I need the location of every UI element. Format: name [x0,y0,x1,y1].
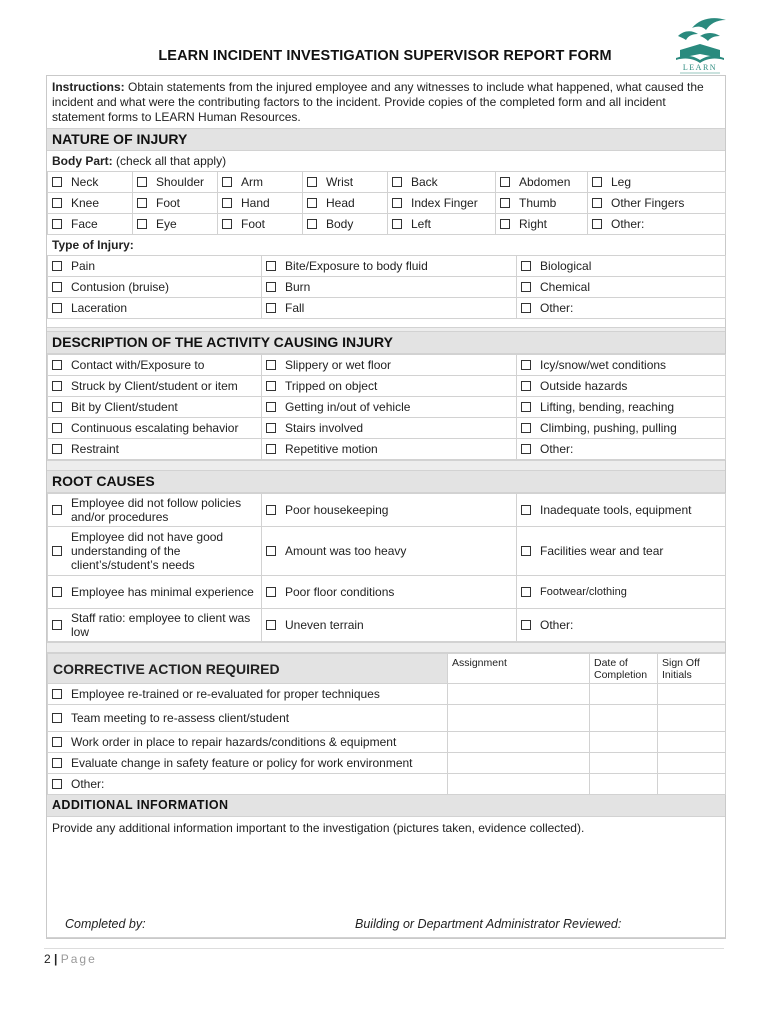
option-label: Abdomen [519,175,571,189]
incident-form [46,75,726,939]
col-date-of-completion: Date of Completion [590,654,658,684]
learn-logo [670,14,730,76]
option-stairs-involved[interactable] [266,421,512,435]
option-other[interactable] [521,301,721,315]
option-label: Arm [241,175,263,189]
option-slippery-or-wet-floor[interactable] [266,358,512,372]
option-label: Repetitive motion [285,442,378,456]
option-repetitive-motion[interactable] [266,442,512,456]
checkbox[interactable] [521,381,531,391]
checkbox[interactable] [266,282,276,292]
option-leg[interactable] [592,175,721,189]
checkbox[interactable] [52,198,62,208]
option-label: Foot [241,217,266,231]
option-label: Neck [71,175,99,189]
checkbox[interactable] [52,423,62,433]
body-part-row [48,193,726,214]
checkbox[interactable] [52,689,62,699]
option-label: Biological [540,259,592,273]
checkbox[interactable] [52,546,62,556]
checkbox[interactable] [137,219,147,229]
checkbox[interactable] [52,713,62,723]
checkbox[interactable] [52,620,62,630]
option-abdomen[interactable] [500,175,583,189]
option-label: Work order in place to repair hazards/conditions & equipment [71,735,397,749]
checkbox[interactable] [52,381,62,391]
option-restraint[interactable] [52,442,257,456]
option-label: Facilities wear and tear [540,544,664,558]
option-label: Employee did not have good understanding of the client’s/student’s needs [71,530,224,572]
option-label: Restraint [71,442,120,456]
root-cause-row [48,494,726,527]
corrective-action-row [48,753,726,774]
option-other[interactable] [592,217,721,231]
checkbox[interactable] [392,219,402,229]
option-body[interactable] [307,217,383,231]
option-icy-snow-wet-conditions[interactable] [521,358,721,372]
root-causes-table [47,493,726,642]
option-label: Left [411,217,432,231]
activity-table [47,354,726,460]
activity-row [48,397,726,418]
option-bit-by-client-student[interactable] [52,400,257,414]
option-climbing-pushing-pulling[interactable] [521,421,721,435]
checkbox[interactable] [52,261,62,271]
signoff-cell[interactable] [658,684,726,705]
page-label: Page [60,952,97,966]
checkbox[interactable] [52,282,62,292]
root-cause-row [48,527,726,576]
additional-info-text[interactable]: Provide any additional information important to the investigation (pictures taken, evidence collected). [52,821,585,835]
option-label: Team meeting to re-assess client/student [71,711,290,725]
checkbox[interactable] [521,303,531,313]
checkbox[interactable] [52,444,62,454]
option-label: Other: [540,618,574,632]
signature-row [47,911,725,938]
option-biological[interactable] [521,259,721,273]
option-knee[interactable] [52,196,128,210]
option-thumb[interactable] [500,196,583,210]
section-root-causes: ROOT CAUSES [47,471,725,493]
checkbox[interactable] [521,360,531,370]
option-label: Shoulder [156,175,205,189]
option-label: Laceration [71,301,128,315]
injury-type-row [48,256,726,277]
option-label: Back [411,175,438,189]
signoff-cell[interactable] [658,732,726,753]
checkbox[interactable] [266,620,276,630]
page-number: 2 [44,952,51,966]
section-additional-information: ADDITIONAL INFORMATION [47,795,725,817]
assignment-cell[interactable] [448,705,590,732]
checkbox[interactable] [266,587,276,597]
checkbox[interactable] [592,177,602,187]
checkbox[interactable] [392,177,402,187]
reviewed-by-field[interactable]: Building or Department Administrator Reviewed: [355,917,622,931]
option-bite-exposure-to-body-fluid[interactable] [266,259,512,273]
option-other-fingers[interactable] [592,196,721,210]
checkbox[interactable] [137,198,147,208]
checkbox[interactable] [521,587,531,597]
signoff-cell[interactable] [658,705,726,732]
option-label: Other: [540,301,574,315]
option-label: Other: [540,442,574,456]
date-cell[interactable] [590,753,658,774]
option-footwear-clothing[interactable] [521,585,721,599]
option-label: Footwear/clothing [540,586,627,598]
section-activity: DESCRIPTION OF THE ACTIVITY CAUSING INJURY [47,332,725,354]
checkbox[interactable] [266,360,276,370]
option-label: Climbing, pushing, pulling [540,421,677,435]
body-part-row [48,172,726,193]
checkbox[interactable] [266,381,276,391]
option-laceration[interactable] [52,301,257,315]
instructions-text: Obtain statements from the injured employee and any witnesses to include what happened, what caused the incident and what were the contributing factors to the incident. Provide copies of the completed form and all incident statement forms to LEARN Human Resources. [52,80,704,124]
option-face[interactable] [52,217,128,231]
assignment-cell[interactable] [448,753,590,774]
checkbox[interactable] [392,198,402,208]
checkbox[interactable] [222,198,232,208]
option-employee-has-minimal-experience[interactable] [52,585,257,599]
option-arm[interactable] [222,175,298,189]
checkbox[interactable] [52,758,62,768]
checkbox[interactable] [307,219,317,229]
option-employee-did-not-have-good-understanding-of-the-client-s-student-s-needs[interactable] [52,530,257,572]
option-contact-with-exposure-to[interactable] [52,358,257,372]
option-other[interactable] [52,777,443,791]
option-label: Stairs involved [285,421,364,435]
option-team-meeting-to-re-assess-client-student[interactable] [52,711,443,725]
option-label: Tripped on object [285,379,378,393]
option-label: Right [519,217,548,231]
checkbox[interactable] [266,402,276,412]
injury-type-row [48,298,726,319]
option-label: Poor housekeeping [285,503,389,517]
option-neck[interactable] [52,175,128,189]
date-cell[interactable] [590,774,658,795]
checkbox[interactable] [52,587,62,597]
checkbox[interactable] [521,620,531,630]
corrective-action-table [47,653,726,795]
option-continuous-escalating-behavior[interactable] [52,421,257,435]
activity-row [48,418,726,439]
option-amount-was-too-heavy[interactable] [266,544,512,558]
signoff-cell[interactable] [658,753,726,774]
date-cell[interactable] [590,705,658,732]
checkbox[interactable] [52,737,62,747]
option-label: Slippery or wet floor [285,358,392,372]
type-of-injury-table [47,255,726,319]
logo-text: LEARN [682,63,718,72]
option-label: Burn [285,280,311,294]
option-label: Getting in/out of vehicle [285,400,411,414]
date-cell[interactable] [590,684,658,705]
checkbox[interactable] [52,360,62,370]
option-label: Chemical [540,280,591,294]
option-label: Knee [71,196,100,210]
option-uneven-terrain[interactable] [266,618,512,632]
option-poor-floor-conditions[interactable] [266,585,512,599]
option-label: Icy/snow/wet conditions [540,358,667,372]
checkbox[interactable] [52,219,62,229]
option-label: Body [326,217,354,231]
checkbox[interactable] [592,198,602,208]
checkbox[interactable] [307,177,317,187]
checkbox[interactable] [500,177,510,187]
checkbox[interactable] [266,546,276,556]
checkbox[interactable] [266,261,276,271]
option-label: Lifting, bending, reaching [540,400,675,414]
corrective-action-row [48,774,726,795]
root-cause-row [48,609,726,642]
option-label: Uneven terrain [285,618,364,632]
option-poor-housekeeping[interactable] [266,503,512,517]
checkbox[interactable] [52,505,62,515]
instructions-label: Instructions: [52,80,125,94]
checkbox[interactable] [266,423,276,433]
option-label: Eye [156,217,177,231]
option-shoulder[interactable] [137,175,213,189]
option-label: Contact with/Exposure to [71,358,205,372]
option-employee-did-not-follow-policies-and-or-procedures[interactable] [52,496,257,524]
option-label: Continuous escalating behavior [71,421,239,435]
option-label: Pain [71,259,96,273]
option-work-order-in-place-to-repair-hazards-conditions-equipment[interactable] [52,735,443,749]
option-hand[interactable] [222,196,298,210]
checkbox[interactable] [500,219,510,229]
assignment-cell[interactable] [448,774,590,795]
option-label: Index Finger [411,196,478,210]
page-title: LEARN INCIDENT INVESTIGATION SUPERVISOR REPORT FORM [158,48,612,64]
option-inadequate-tools-equipment[interactable] [521,503,721,517]
option-label: Wrist [326,175,354,189]
date-cell[interactable] [590,732,658,753]
checkbox[interactable] [521,423,531,433]
checkbox[interactable] [266,303,276,313]
option-pain[interactable] [52,259,257,273]
option-label: Leg [611,175,632,189]
checkbox[interactable] [222,177,232,187]
type-of-injury-label: Type of Injury: [52,238,134,252]
option-label: Evaluate change in safety feature or policy for work environment [71,756,413,770]
option-label: Thumb [519,196,557,210]
option-label: Amount was too heavy [285,544,407,558]
option-burn[interactable] [266,280,512,294]
option-label: Outside hazards [540,379,628,393]
option-eye[interactable] [137,217,213,231]
option-label: Struck by Client/student or item [71,379,238,393]
option-label: Face [71,217,98,231]
option-staff-ratio-employee-to-client-was-low[interactable] [52,611,257,639]
option-fall[interactable] [266,301,512,315]
option-other[interactable] [521,442,721,456]
checkbox[interactable] [500,198,510,208]
option-chemical[interactable] [521,280,721,294]
option-label: Bit by Client/student [71,400,178,414]
signoff-cell[interactable] [658,774,726,795]
completed-by-field[interactable]: Completed by: [65,917,146,931]
option-label: Other: [71,777,105,791]
page-footer: 2 | Page [44,952,97,966]
option-right[interactable] [500,217,583,231]
option-facilities-wear-and-tear[interactable] [521,544,721,558]
checkbox[interactable] [521,282,531,292]
checkbox[interactable] [137,177,147,187]
option-foot[interactable] [222,217,298,231]
assignment-cell[interactable] [448,732,590,753]
corrective-action-row [48,684,726,705]
col-assignment: Assignment [448,654,590,684]
checkbox[interactable] [266,444,276,454]
option-evaluate-change-in-safety-feature-or-policy-for-work-environment[interactable] [52,756,443,770]
option-lifting-bending-reaching[interactable] [521,400,721,414]
option-label: Staff ratio: employee to client was low [71,611,251,639]
checkbox[interactable] [521,505,531,515]
option-struck-by-client-student-or-item[interactable] [52,379,257,393]
option-label: Fall [285,301,305,315]
option-getting-in-out-of-vehicle[interactable] [266,400,512,414]
option-foot[interactable] [137,196,213,210]
option-back[interactable] [392,175,491,189]
option-label: Foot [156,196,181,210]
option-label: Employee re-trained or re-evaluated for proper techniques [71,687,380,701]
checkbox[interactable] [52,303,62,313]
option-label: Employee has minimal experience [71,585,254,599]
instructions [47,76,725,129]
option-label: Inadequate tools, equipment [540,503,692,517]
option-other[interactable] [521,618,721,632]
body-part-label: Body Part: (check all that apply) [52,154,227,168]
option-label: Head [326,196,355,210]
option-left[interactable] [392,217,491,231]
option-label: Contusion (bruise) [71,280,170,294]
option-label: Other: [611,217,645,231]
option-employee-re-trained-or-re-evaluated-for-proper-techniques[interactable] [52,687,443,701]
option-head[interactable] [307,196,383,210]
checkbox[interactable] [266,505,276,515]
activity-row [48,376,726,397]
option-label: Bite/Exposure to body fluid [285,259,428,273]
checkbox[interactable] [521,546,531,556]
checkbox[interactable] [52,402,62,412]
option-tripped-on-object[interactable] [266,379,512,393]
body-part-row [48,214,726,235]
option-label: Hand [241,196,270,210]
checkbox[interactable] [52,177,62,187]
corrective-action-row [48,732,726,753]
option-outside-hazards[interactable] [521,379,721,393]
option-label: Employee did not follow policies and/or procedures [71,496,242,524]
checkbox[interactable] [307,198,317,208]
root-cause-row [48,576,726,609]
option-contusion-bruise[interactable] [52,280,257,294]
activity-row [48,355,726,376]
corrective-action-row [48,705,726,732]
assignment-cell[interactable] [448,684,590,705]
checkbox[interactable] [521,402,531,412]
body-part-table [47,171,726,235]
checkbox[interactable] [222,219,232,229]
option-label: Poor floor conditions [285,585,395,599]
activity-row [48,439,726,460]
option-label: Other Fingers [611,196,685,210]
option-wrist[interactable] [307,175,383,189]
section-corrective-action: CORRECTIVE ACTION REQUIRED [48,654,448,684]
option-index-finger[interactable] [392,196,491,210]
checkbox[interactable] [52,779,62,789]
injury-type-row [48,277,726,298]
checkbox[interactable] [521,444,531,454]
col-sign-off-initials: Sign Off Initials [658,654,726,684]
section-nature-of-injury: NATURE OF INJURY [47,129,725,151]
checkbox[interactable] [521,261,531,271]
checkbox[interactable] [592,219,602,229]
